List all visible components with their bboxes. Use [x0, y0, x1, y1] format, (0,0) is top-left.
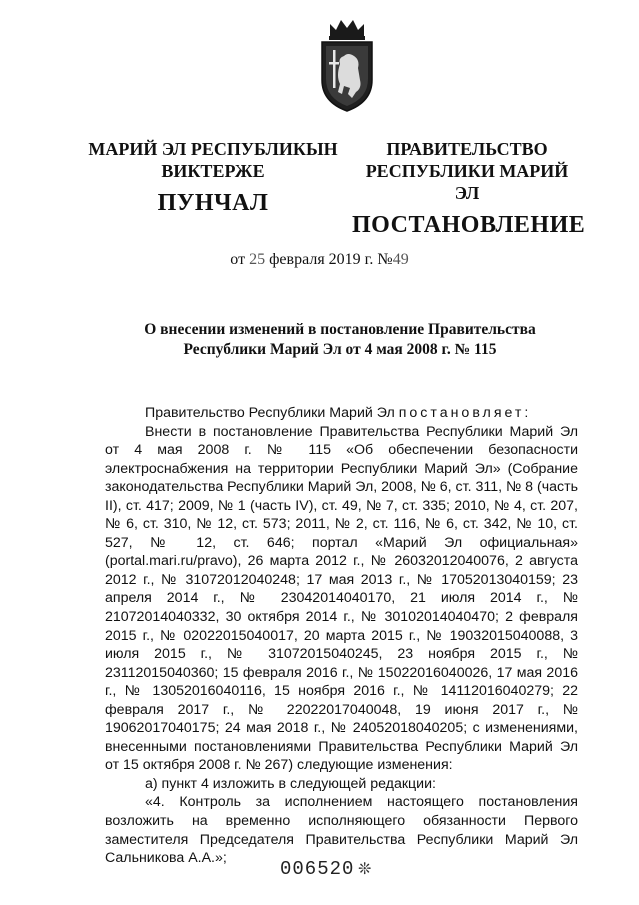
body-p1-text: Правительство Республики Марий Эл: [145, 405, 395, 421]
date-line: [0, 251, 639, 269]
header-left: [88, 138, 338, 218]
header-right-line1: ПРАВИТЕЛЬСТВО: [386, 139, 548, 159]
body-paragraph-1: [105, 404, 578, 423]
serial-number: 006520: [280, 858, 355, 880]
body-p1-spaced: постановляет:: [398, 405, 532, 421]
body-paragraph-2: Внести в постановление Правительства Республики Марий Эл от 4 мая 2008 г. № 115 «Об обеспечении безопасности электроснабжения на территории Республики Марий Эл» (Собрание законодательства Республики Марий Эл, 2008, № 6, ст. 311, № 8 (часть II), ст. 417; 2009, № 1 (часть IV), ст. 49, № 7, ст. 335; 2010, № 4, ст. 207, № 6, ст. 310, № 12, ст. 573; 2011, № 2, ст. 116, № 6, ст. 342, № 10, ст. 527, № 12, ст. 646; портал «Марий Эл официальная» (portal.mari.ru/pravo), 26 марта 2012 г., № 26032012040076, 2 августа 2012 г., № 31072012040248; 17 мая 2013 г., № 17052013040159; 23 апреля 2014 г., № 23042014040170, 21 июля 2014 г., № 21072014040332, 30 октября 2014 г., № 30102014040470; 2 февраля 2015 г., № 02022015040017, 20 марта 2015 г., № 19032015040088, 3 июля 2015 г., № 31072015040245, 23 ноября 2015 г., № 23112015040360; 15 февраля 2016 г., № 15022016040026, 17 мая 2016 г., № 13052016040116, 15 ноября 2016 г., № 14112016040279; 22 февраля 2017 г., № 22022017040048, 19 июня 2017 г., № 19062017040175; 24 мая 2018 г., № 24052018040205; с изменениями, внесенными постановлениями Правительства Республики Марий Эл от 15 октября 2008 г. № 267) следующие изменения:: [105, 423, 578, 774]
date-prefix: от: [230, 251, 246, 268]
header-right-doc-type: ПОСТАНОВЛЕНИЕ: [352, 212, 586, 238]
body-paragraph-3: а) пункт 4 изложить в следующей редакции:: [145, 775, 436, 792]
header-right-line2: РЕСПУБЛИКИ МАРИЙ ЭЛ: [365, 161, 569, 203]
body-paragraph-4: «4. Контроль за исполнением настоящего постановления возложить на временно исполняющего обязанности Первого заместителя Председателя Правительства Республики Марий Эл Сальникова А.А.»;: [105, 794, 578, 867]
header-right: [352, 138, 586, 240]
title-line2: Республики Марий Эл от 4 мая 2008 г. № 115: [183, 341, 497, 358]
header-left-doc-type: ПУНЧАЛ: [157, 190, 269, 216]
header-left-line1: МАРИЙ ЭЛ РЕСПУБЛИКЫН: [88, 139, 338, 159]
document-title: [60, 320, 620, 360]
asterisk-icon: ❊: [358, 861, 372, 878]
coat-of-arms-icon: [318, 14, 376, 114]
document-body: [105, 404, 578, 868]
date-month-year: февраля 2019 г. №: [269, 251, 393, 268]
title-line1: О внесении изменений в постановление Правительства: [144, 321, 536, 338]
document-number: 49: [392, 251, 409, 268]
header-left-line2: ВИКТЕРЖЕ: [161, 161, 265, 181]
date-day: 25: [249, 251, 266, 268]
